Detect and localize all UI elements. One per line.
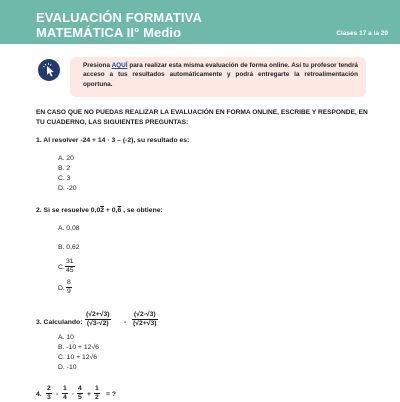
q1-option-a: A. 20 (58, 155, 74, 162)
q2-suffix: , se obtiene: (121, 207, 163, 214)
q3-option-c: C. 10 + 12√6 (58, 354, 97, 361)
q2-repeating-digit-2: 6 (117, 207, 121, 214)
q2-option-b: B. 0,62 (58, 244, 80, 251)
online-evaluation-link[interactable]: AQUÍ (112, 62, 128, 69)
online-evaluation-banner (70, 57, 366, 97)
q2-option-d-label: D. (58, 285, 65, 292)
q2-d-numerator: 8 (66, 279, 72, 287)
q3-f1-denominator: (√3-√2) (85, 320, 111, 328)
q2-d-denominator: 9 (66, 288, 72, 296)
q1-option-d: D. -20 (58, 185, 77, 192)
page-subtitle: MATEMÁTICA II° Medio (36, 25, 181, 40)
question-3-label: 3. Calculando: (36, 319, 82, 326)
q3-fraction-1 (85, 311, 111, 328)
q2-option-c-label: C. (58, 264, 65, 271)
q3-option-b: B. -10 + 12√6 (58, 344, 99, 351)
page-title: EVALUACIÓN FORMATIVA (36, 10, 202, 25)
q4-fraction-2 (62, 385, 68, 402)
q3-f2-denominator: (√2+√3) (132, 320, 158, 328)
question-2 (36, 207, 163, 214)
q4-f4-numerator: 1 (94, 385, 100, 393)
question-1: 1. Al resolver -24 + 14 · 3 – (-2), su resultado es: (36, 137, 189, 144)
q4-f3-numerator: 4 (77, 385, 83, 393)
q3-f2-numerator: (√2-√3) (132, 311, 158, 319)
banner-text-after: para realizar esta misma evaluación de forma online. Así tu profesor tendrá acceso a tus resultados automáticamente y podrá entregarte la retroalimentación oportuna. (83, 62, 358, 88)
q2-mid: + 0, (104, 207, 117, 214)
q4-operator-2: · (72, 391, 74, 398)
q2-option-c-fraction (65, 258, 75, 275)
q4-f1-numerator: 2 (46, 385, 52, 393)
q4-fraction-3 (77, 385, 83, 402)
q4-f1-denominator: 3 (46, 394, 52, 402)
q3-option-a: A. 10 (58, 334, 74, 341)
q3-option-d: D. -10 (58, 364, 77, 371)
q4-tail: = ? (106, 391, 116, 398)
q2-option-a: A. 0,08 (58, 225, 80, 232)
q4-operator-3: + (87, 391, 91, 398)
q3-operator: - (124, 319, 126, 326)
q4-f2-numerator: 1 (62, 385, 68, 393)
q2-option-d-fraction (66, 279, 72, 296)
q3-f1-numerator: (√2+√3) (85, 311, 111, 319)
banner-text-before: Presiona (83, 62, 112, 69)
instructions: EN CASO QUE NO PUEDAS REALIZAR LA EVALUACIÓN EN FORMA ONLINE, ESCRIBE Y RESPONDE, EN TU CUADERNO, LAS SIGUIENTES PREGUNTAS: (36, 108, 368, 128)
pointer-click-icon[interactable] (38, 59, 60, 81)
q4-f3-denominator: 5 (77, 394, 83, 402)
q4-operator-1: - (56, 391, 58, 398)
q4-f2-denominator: 4 (62, 394, 68, 402)
header-band (0, 0, 400, 44)
q1-option-c: C. 3 (58, 175, 70, 182)
q4-fraction-4 (94, 385, 100, 402)
question-4-label: 4. (36, 391, 42, 398)
q4-f4-denominator: 2 (94, 394, 100, 402)
q2-c-denominator: 45 (65, 267, 75, 275)
q4-fraction-1 (46, 385, 52, 402)
q2-c-numerator: 31 (65, 258, 75, 266)
q3-fraction-2 (132, 311, 158, 328)
q2-repeating-digit-1: 2 (100, 207, 104, 214)
classes-label: Clases 17 a la 20 (336, 30, 388, 37)
q1-option-b: B. 2 (58, 165, 70, 172)
q2-prefix: 2. Si se resuelve 0,0 (36, 207, 100, 214)
